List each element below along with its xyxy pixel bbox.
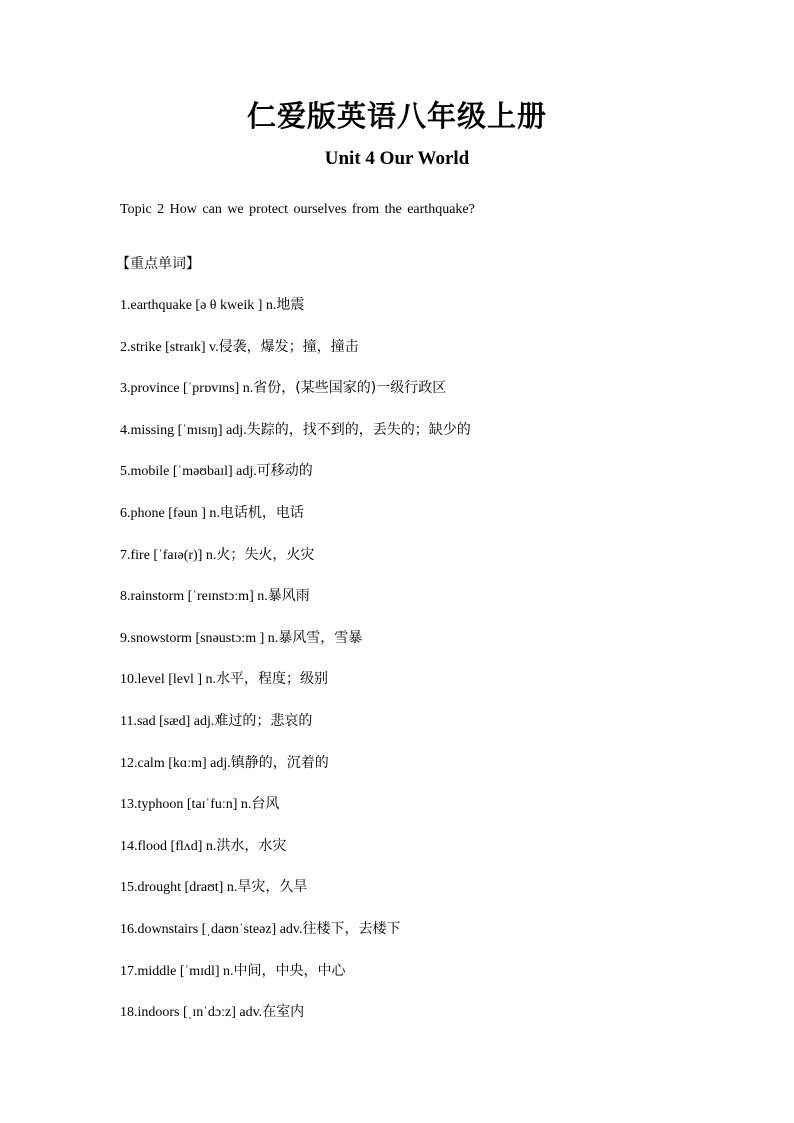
vocab-item <box>120 668 471 710</box>
vocab-english: 10.level [levl ] n. <box>120 672 217 688</box>
vocab-english: 14.flood [flʌd] n. <box>120 838 217 854</box>
vocab-english: 6.phone [fəun ] n. <box>120 505 220 521</box>
vocabulary-list <box>120 294 471 1043</box>
vocab-item <box>120 544 471 586</box>
vocab-english: 17.middle [ˈmɪdl] n. <box>120 963 234 979</box>
vocab-english: 16.downstairs [ˌdaʊnˈsteəz] adv. <box>120 921 303 937</box>
vocab-item <box>120 710 471 752</box>
vocab-item <box>120 960 471 1002</box>
vocab-chinese: 电话机，电话 <box>219 504 304 521</box>
unit-subtitle: Unit 4 Our World <box>324 148 470 169</box>
vocab-item <box>120 336 471 378</box>
vocab-chinese: 洪水，水灾 <box>216 837 287 854</box>
vocab-item <box>120 793 471 835</box>
vocab-chinese: 难过的；悲哀的 <box>214 712 313 729</box>
vocab-chinese: 镇静的，沉着的 <box>230 754 329 771</box>
section-heading: 【重点单词】 <box>116 256 200 272</box>
vocab-english: 8.rainstorm [ˈreɪnstɔːm] n. <box>120 589 268 605</box>
vocab-chinese: 失踪的，找不到的，丢失的；缺少的 <box>246 421 471 438</box>
vocab-english: 18.indoors [ˌɪnˈdɔːz] adv. <box>120 1005 263 1021</box>
vocab-chinese: 中间，中央，中心 <box>233 962 346 979</box>
vocab-english: 13.typhoon [taɪˈfuːn] n. <box>120 797 252 813</box>
vocab-chinese: 水平，程度；级别 <box>216 671 329 688</box>
vocab-english: 15.drought [draʊt] n. <box>120 880 238 896</box>
vocab-item <box>120 460 471 502</box>
vocab-english: 7.fire [ˈfaɪə(r)] n. <box>120 547 217 563</box>
vocab-chinese: 火；失火，火灾 <box>216 546 315 563</box>
vocab-chinese: 暴风雪，雪暴 <box>278 629 363 646</box>
vocab-chinese: 暴风雨 <box>267 588 310 605</box>
vocab-item <box>120 1001 471 1043</box>
vocab-english: 5.mobile [ˈməʊbaɪl] adj. <box>120 464 257 480</box>
vocab-item <box>120 294 471 336</box>
vocab-item <box>120 502 471 544</box>
vocab-chinese: 在室内 <box>262 1004 305 1021</box>
vocab-chinese: 可移动的 <box>256 463 313 480</box>
vocab-english: 1.earthquake [ə θ kweik ] n. <box>120 298 277 313</box>
vocab-chinese: 侵袭，爆发；撞，撞击 <box>218 338 359 355</box>
vocab-chinese: 往楼下，去楼下 <box>302 920 401 937</box>
vocab-english: 3.province [ˈprɒvɪns] n. <box>120 381 254 397</box>
topic-line: Topic 2 How can we protect ourselves from the earthquake? <box>120 202 475 217</box>
vocab-chinese: 台风 <box>251 796 280 813</box>
vocab-chinese: 省份，(某些国家的)一级行政区 <box>253 380 447 397</box>
vocab-item <box>120 876 471 918</box>
vocab-english: 12.calm [kɑːm] adj. <box>120 755 231 771</box>
vocab-english: 11.sad [sæd] adj. <box>120 713 215 729</box>
vocab-chinese: 旱灾，久旱 <box>237 879 308 896</box>
vocab-item <box>120 835 471 877</box>
vocab-english: 4.missing [ˈmɪsɪŋ] adj. <box>120 422 247 438</box>
vocab-item <box>120 627 471 669</box>
vocab-chinese: 地震 <box>276 297 305 313</box>
vocab-item <box>120 419 471 461</box>
vocab-item <box>120 585 471 627</box>
page-title: 仁爱版英语八年级上册 <box>246 99 547 133</box>
vocab-english: 2.strike [straɪk] v. <box>120 339 219 355</box>
vocab-item <box>120 752 471 794</box>
vocab-item <box>120 377 471 419</box>
vocab-english: 9.snowstorm [snəustɔ:m ] n. <box>120 630 279 646</box>
vocab-item <box>120 918 471 960</box>
